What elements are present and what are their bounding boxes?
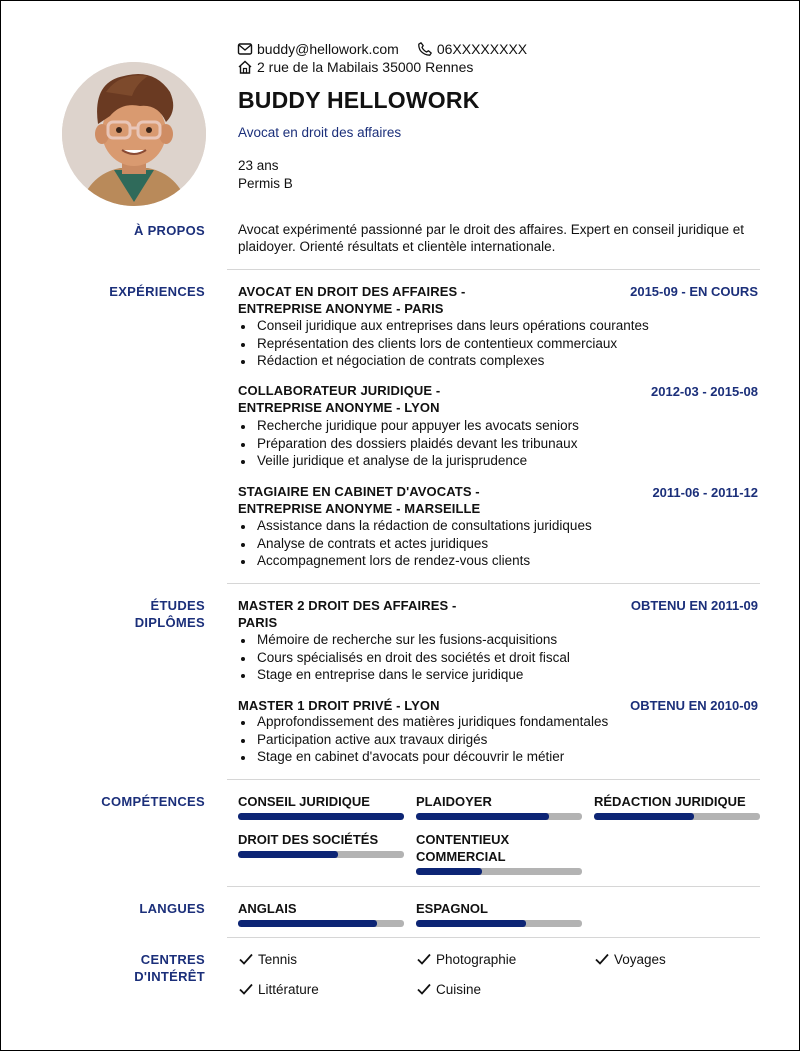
skill-label: CONSEIL JURIDIQUE bbox=[238, 794, 370, 809]
skill-bar-fill bbox=[416, 813, 549, 820]
list-item: Analyse de contrats et actes juridiques bbox=[238, 535, 592, 553]
education-1-bullets bbox=[238, 631, 570, 684]
list-item: Recherche juridique pour appuyer les avocats seniors bbox=[238, 417, 579, 435]
interest-label: Tennis bbox=[258, 951, 298, 967]
skill-item bbox=[416, 793, 582, 820]
section-label-education bbox=[135, 597, 205, 631]
section-label-education-line2: DIPLÔMES bbox=[134, 615, 205, 630]
list-item: Mémoire de recherche sur les fusions-acquisitions bbox=[238, 631, 570, 649]
list-item: Rédaction et négociation de contrats complexes bbox=[238, 352, 649, 370]
skill-bar-fill bbox=[238, 813, 404, 820]
phone-icon bbox=[417, 41, 433, 57]
education-1-date: OBTENU EN 2011-09 bbox=[630, 598, 758, 613]
experience-1-title-line2: ENTREPRISE ANONYME - PARIS bbox=[238, 301, 444, 316]
contact-row-2 bbox=[237, 59, 485, 75]
interest-label: Cuisine bbox=[436, 981, 482, 997]
skill-item bbox=[238, 793, 404, 820]
section-label-experience: EXPÉRIENCES bbox=[109, 284, 205, 299]
language-label: ESPAGNOL bbox=[416, 901, 488, 916]
education-1-title-line2: PARIS bbox=[238, 615, 278, 630]
experience-2-title bbox=[238, 382, 440, 416]
skill-item bbox=[238, 831, 404, 858]
list-item: Veille juridique et analyse de la jurisprudence bbox=[238, 452, 579, 470]
skill-bar bbox=[416, 813, 582, 820]
section-label-interests-line2: D'INTÉRÊT bbox=[134, 969, 205, 984]
interest-item bbox=[594, 951, 666, 967]
experience-2-bullets bbox=[238, 417, 579, 470]
list-item: Cours spécialisés en droit des sociétés et droit fiscal bbox=[238, 649, 570, 667]
skill-bar bbox=[416, 868, 582, 875]
list-item: Stage en cabinet d'avocats pour découvrir le métier bbox=[238, 748, 608, 766]
skill-label: DROIT DES SOCIÉTÉS bbox=[238, 832, 379, 847]
check-icon bbox=[416, 951, 432, 967]
skill-item bbox=[594, 793, 760, 820]
interest-item bbox=[238, 981, 319, 997]
phone-group bbox=[417, 41, 527, 57]
language-label: ANGLAIS bbox=[238, 901, 297, 916]
skill-bar-fill bbox=[238, 851, 338, 858]
skill-label: CONTENTIEUX COMMERCIAL bbox=[416, 832, 510, 864]
section-label-education-line1: ÉTUDES bbox=[150, 598, 205, 613]
divider bbox=[227, 937, 760, 938]
section-label-interests bbox=[134, 951, 205, 985]
education-1-title bbox=[238, 597, 456, 631]
section-label-skills: COMPÉTENCES bbox=[101, 794, 205, 809]
interest-label: Littérature bbox=[258, 981, 319, 997]
language-bar bbox=[238, 920, 404, 927]
experience-3-bullets bbox=[238, 517, 592, 570]
skill-bar-fill bbox=[594, 813, 694, 820]
skill-bar bbox=[594, 813, 760, 820]
age-text: 23 ans bbox=[238, 158, 279, 173]
divider bbox=[227, 779, 760, 780]
section-label-about: À PROPOS bbox=[133, 223, 205, 238]
interest-item bbox=[238, 951, 297, 967]
list-item: Accompagnement lors de rendez-vous clients bbox=[238, 552, 592, 570]
divider bbox=[227, 269, 760, 270]
experience-1-title bbox=[238, 283, 465, 317]
list-item: Préparation des dossiers plaidés devant les tribunaux bbox=[238, 435, 579, 453]
section-label-interests-line1: CENTRES bbox=[140, 952, 205, 967]
skill-label: PLAIDOYER bbox=[416, 794, 492, 809]
skill-item bbox=[416, 831, 582, 875]
list-item: Participation active aux travaux dirigés bbox=[238, 731, 608, 749]
experience-2-date: 2012-03 - 2015-08 bbox=[651, 384, 758, 399]
mail-icon bbox=[237, 41, 253, 57]
section-label-languages: LANGUES bbox=[139, 901, 205, 916]
phone-text: 06XXXXXXXX bbox=[436, 41, 528, 57]
candidate-name: BUDDY HELLOWORK bbox=[238, 87, 480, 113]
language-item bbox=[416, 900, 582, 927]
experience-3-title bbox=[238, 483, 480, 517]
language-bar bbox=[416, 920, 582, 927]
check-icon bbox=[238, 951, 254, 967]
experience-1-bullets bbox=[238, 317, 649, 370]
interest-label: Voyages bbox=[614, 951, 666, 967]
experience-3-title-line2: ENTREPRISE ANONYME - MARSEILLE bbox=[238, 501, 481, 516]
list-item: Représentation des clients lors de contentieux commerciaux bbox=[238, 335, 649, 353]
experience-3-date: 2011-06 - 2011-12 bbox=[652, 485, 758, 500]
interest-item bbox=[416, 951, 516, 967]
experience-1-date: 2015-09 - EN COURS bbox=[630, 284, 758, 299]
home-icon bbox=[237, 59, 253, 75]
language-item bbox=[238, 900, 404, 927]
skill-bar-fill bbox=[416, 868, 482, 875]
profile-photo bbox=[62, 62, 206, 206]
email-text: buddy@hellowork.com bbox=[257, 41, 399, 57]
experience-1-title-line1: AVOCAT EN DROIT DES AFFAIRES - bbox=[238, 284, 466, 299]
list-item: Conseil juridique aux entreprises dans leurs opérations courantes bbox=[238, 317, 649, 335]
address-group bbox=[237, 59, 473, 75]
education-1-title-line1: MASTER 2 DROIT DES AFFAIRES - bbox=[238, 598, 457, 613]
list-item: Assistance dans la rédaction de consultations juridiques bbox=[238, 517, 592, 535]
skill-bar bbox=[238, 813, 404, 820]
education-2-bullets bbox=[238, 713, 608, 766]
list-item: Stage en entreprise dans le service juridique bbox=[238, 666, 570, 684]
divider bbox=[227, 886, 760, 887]
contact-row-1 bbox=[237, 41, 539, 57]
license-text: Permis B bbox=[238, 176, 293, 191]
divider bbox=[227, 583, 760, 584]
address-text: 2 rue de la Mabilais 35000 Rennes bbox=[257, 59, 474, 75]
education-2-date: OBTENU EN 2010-09 bbox=[630, 698, 758, 713]
job-title: Avocat en droit des affaires bbox=[238, 125, 402, 140]
interest-item bbox=[416, 981, 481, 997]
list-item: Approfondissement des matières juridiques fondamentales bbox=[238, 713, 608, 731]
skill-label: RÉDACTION JURIDIQUE bbox=[594, 794, 746, 809]
experience-3-title-line1: STAGIAIRE EN CABINET D'AVOCATS - bbox=[238, 484, 480, 499]
about-text: Avocat expérimenté passionné par le droit des affaires. Expert en conseil juridique et plaidoyer. Orienté résultats et clientèle internationale. bbox=[238, 222, 745, 254]
language-bar-fill bbox=[238, 920, 377, 927]
skill-bar bbox=[238, 851, 404, 858]
interest-label: Photographie bbox=[436, 951, 517, 967]
education-2-title: MASTER 1 DROIT PRIVÉ - LYON bbox=[238, 698, 440, 713]
experience-2-title-line1: COLLABORATEUR JURIDIQUE - bbox=[238, 383, 441, 398]
experience-2-title-line2: ENTREPRISE ANONYME - LYON bbox=[238, 400, 440, 415]
language-bar-fill bbox=[416, 920, 526, 927]
check-icon bbox=[238, 981, 254, 997]
check-icon bbox=[416, 981, 432, 997]
check-icon bbox=[594, 951, 610, 967]
email-group bbox=[237, 41, 399, 57]
